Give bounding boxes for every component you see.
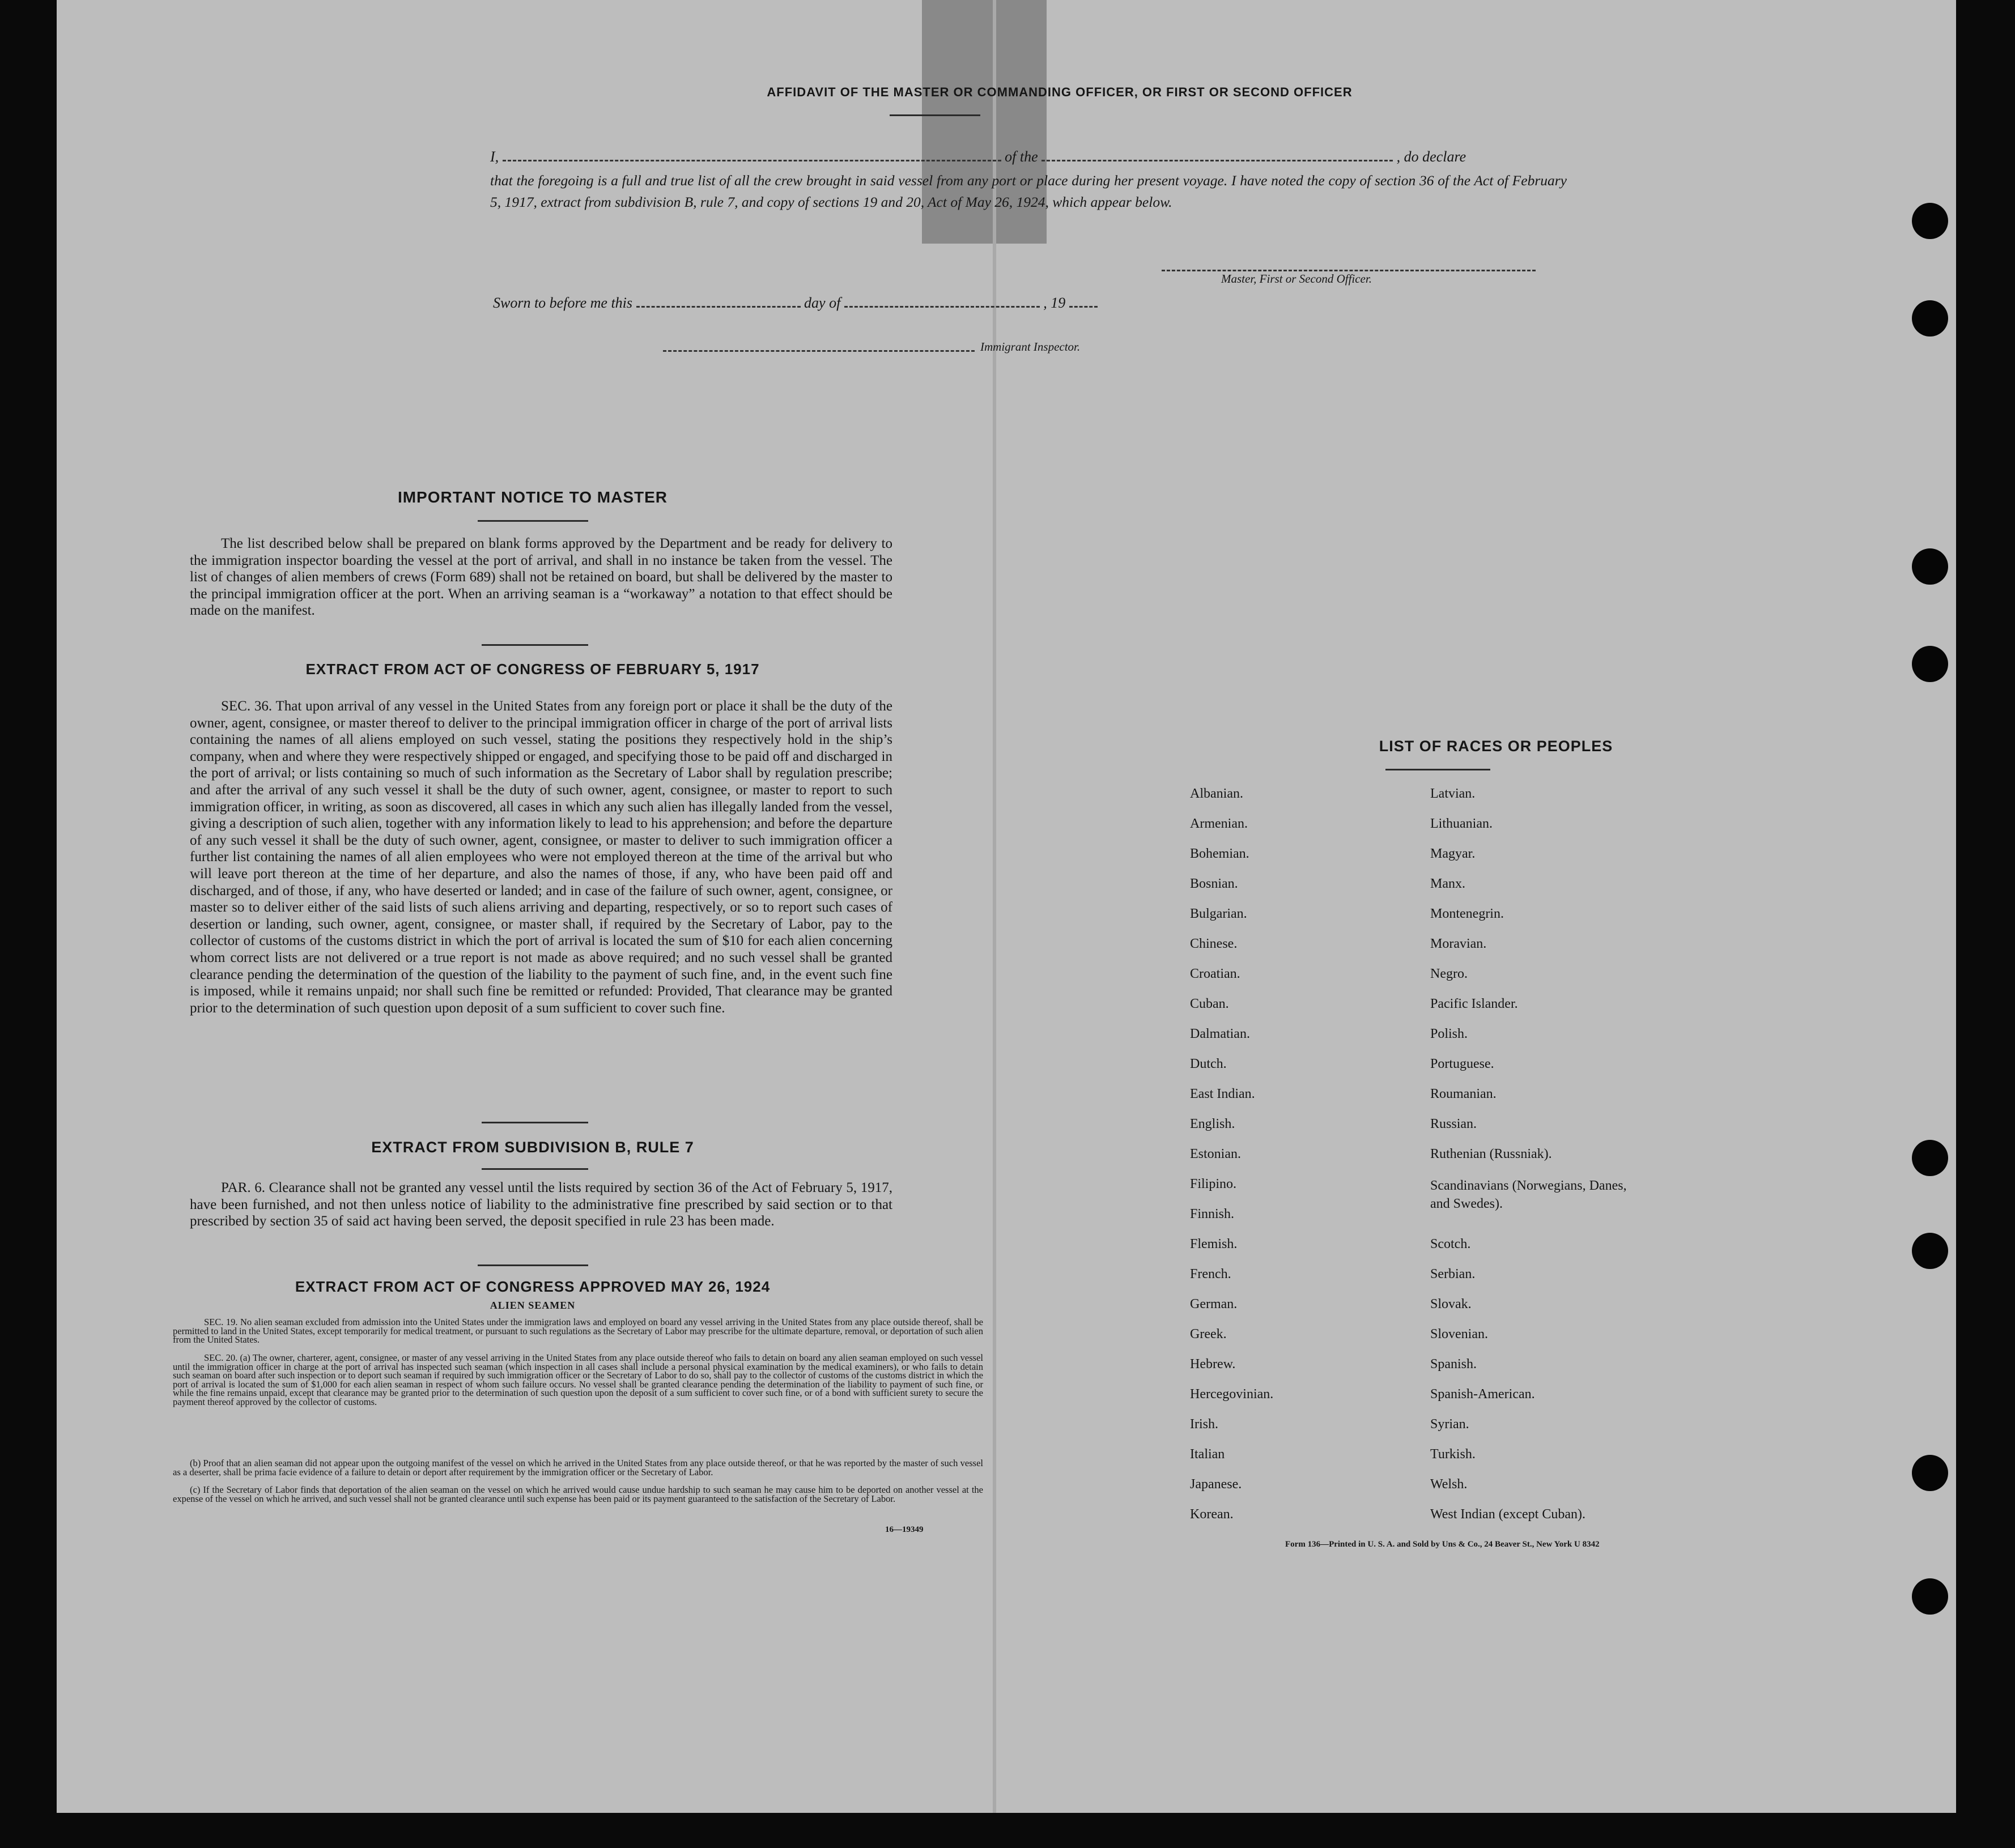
race-item: Finnish. [1190, 1207, 1235, 1221]
race-item: Armenian. [1190, 816, 1248, 831]
race-item: Negro. [1430, 966, 1468, 981]
punch-hole [1912, 548, 1948, 585]
divider [482, 644, 588, 646]
punch-hole [1912, 1233, 1948, 1269]
race-item: Cuban. [1190, 997, 1229, 1011]
race-item: Dalmatian. [1190, 1027, 1250, 1041]
race-item: Latvian. [1430, 786, 1476, 801]
punch-hole [1912, 646, 1948, 682]
race-item: Estonian. [1190, 1147, 1241, 1161]
extract-1917-text: SEC. 36. That upon arrival of any vessel in the United States from any foreign port or place it shall be the duty of the owner, agent, consignee, or master thereof to deliver to the principal immigration officer in charge of the port of arrival lists containing the names of all aliens employed on such vessel, stating the positions they respectively hold in the ship’s company, when and where they were respectively shipped or engaged, and specifying those to be paid off and discharged in the port of arrival; or lists containing so much of such information as the Secretary of Labor shall by regulation prescribe; and after the arrival of any such vessel it shall be the duty of such owner, agent, consignee, or master to report to such immigration officer, in writing, as soon as discovered, all cases in which any such alien has illegally landed from the vessel, giving a description of such alien, together with any information likely to lead to his apprehension; and before the departure of any such vessel it shall be the duty of such owner, agent, consignee, or master to deliver to such immigration officer a further list containing the names of all alien employees who were not employed thereon at the time of the arrival but who will leave port thereon at the time of her departure, and also the names of those, if any, who have been paid off and discharged, and of those, if any, who have deserted or landed; and in case of the failure of such owner, agent, consignee, or master so to deliver either of the said lists of such aliens arriving and departing, respectively, or so to report such cases of desertion or landing, such owner, agent, consignee, or master shall, if required by the Secretary of Labor, pay to the collector of customs of the customs district in which the port of arrival is located the sum of $10 for each alien concerning whom correct lists are not delivered or a true report is not made as above required; and no such vessel shall be granted clearance pending the determination of the question of the liability to the payment of such fine, and, in the event such fine is imposed, while it remains unpaid; nor shall such fine be remitted or refunded: Provided, That clearance may be granted prior to the determination of such question upon deposit of a sum sufficient to cover such fine. [190, 699, 892, 1016]
race-item: Albanian. [1190, 786, 1243, 801]
race-item: Montenegrin. [1430, 906, 1504, 921]
race-item: Bosnian. [1190, 876, 1238, 891]
vessel-name-field[interactable] [1041, 160, 1393, 161]
sec20c-text: (c) If the Secretary of Labor finds that deportation of the alien seaman on the vessel on which he arrived would cause undue hardship to such seaman he may cause him to be deported on another vessel at the expense of the vessel on which he arrived, and such vessel shall not be granted clearance until such expense has been paid or its payment guaranteed to the satisfaction of the Secretary of Labor. [173, 1484, 983, 1504]
race-item: Hebrew. [1190, 1357, 1236, 1372]
race-item: Serbian. [1430, 1267, 1476, 1281]
race-item: German. [1190, 1297, 1238, 1312]
sworn-label: Sworn to before me this [493, 295, 633, 311]
race-item: Irish. [1190, 1417, 1218, 1432]
race-item: Korean. [1190, 1507, 1234, 1522]
race-item: Croatian. [1190, 966, 1240, 981]
race-item: Spanish-American. [1430, 1387, 1535, 1402]
race-item: French. [1190, 1267, 1231, 1281]
declare-label: , do declare [1396, 148, 1466, 165]
race-item: Polish. [1430, 1027, 1468, 1041]
day-of-label: day of [804, 295, 841, 311]
race-item: Welsh. [1430, 1477, 1468, 1492]
race-item: Russian. [1430, 1117, 1477, 1131]
sec19-text: SEC. 19. No alien seaman excluded from admission into the United States under the immigration laws and employed on board any vessel arriving in the United States from any place outside thereof, shall be permitted to land in the United States, except temporarily for medical treatment, or pursuant to such regulations as the Secretary of Labor may prescribe for the ultimate departure, removal, or deportation of such alien from the United States. [173, 1317, 983, 1345]
declaration-line [490, 148, 1567, 165]
race-item: English. [1190, 1117, 1235, 1131]
alien-seamen-subtitle: ALIEN SEAMEN [490, 1300, 576, 1311]
race-item: Hercegovinian. [1190, 1387, 1274, 1402]
race-item: Roumanian. [1430, 1087, 1497, 1101]
race-item: Spanish. [1430, 1357, 1477, 1372]
race-item: Bulgarian. [1190, 906, 1247, 921]
divider [478, 1264, 588, 1266]
race-item: Pacific Islander. [1430, 997, 1518, 1011]
declarant-label: I, [490, 148, 499, 165]
race-item: Slovenian. [1430, 1327, 1488, 1342]
race-item: Portuguese. [1430, 1057, 1494, 1071]
race-item: Dutch. [1190, 1057, 1227, 1071]
printer-footer: Form 136—Printed in U. S. A. and Sold by Uns & Co., 24 Beaver St., New York U 8342 [1285, 1540, 1600, 1549]
punch-hole [1912, 300, 1948, 337]
extract-1924-title: EXTRACT FROM ACT OF CONGRESS APPROVED MAY 26, 1924 [295, 1278, 771, 1295]
divider [1385, 769, 1490, 770]
race-item: Syrian. [1430, 1417, 1469, 1432]
race-item: Magyar. [1430, 846, 1476, 861]
race-item: Flemish. [1190, 1237, 1238, 1251]
race-item: Lithuanian. [1430, 816, 1493, 831]
divider [890, 114, 980, 116]
extract-1917-title: EXTRACT FROM ACT OF CONGRESS OF FEBRUARY 5, 1917 [305, 661, 760, 678]
divider [478, 520, 588, 522]
notice-title: IMPORTANT NOTICE TO MASTER [397, 488, 668, 506]
race-item: Slovak. [1430, 1297, 1472, 1312]
punch-hole [1912, 203, 1948, 239]
race-item: Scandinavians (Norwegians, Danes, and Swedes). [1430, 1178, 1627, 1211]
race-item: Manx. [1430, 876, 1465, 891]
punch-hole [1912, 1455, 1948, 1491]
race-item: Ruthenian (Russniak). [1430, 1147, 1552, 1161]
race-item: Scotch. [1430, 1237, 1471, 1251]
page-fold [993, 0, 996, 1813]
notice-text: The list described below shall be prepared on blank forms approved by the Department and be ready for delivery to the immigration inspector boarding the vessel at the port of arrival, and shall in no instance be taken from the vessel. The list of changes of alien members of crews (Form 689) shall not be retained on board, but shall be delivered by the master to the principal immigration officer at the port. When an arriving seaman is a “workaway” a notation to that effect should be made on the manifest. [190, 536, 892, 619]
race-item: West Indian (except Cuban). [1430, 1507, 1585, 1522]
sworn-line [493, 295, 1343, 312]
sworn-day-field[interactable] [636, 306, 801, 308]
divider [482, 1122, 588, 1123]
rule7-title: EXTRACT FROM SUBDIVISION B, RULE 7 [371, 1139, 694, 1156]
divider [482, 1168, 588, 1170]
races-title: LIST OF RACES OR PEOPLES [1379, 738, 1613, 755]
sworn-month-field[interactable] [844, 306, 1040, 308]
race-item: Moravian. [1430, 936, 1487, 951]
race-item: Turkish. [1430, 1447, 1476, 1462]
inspector-signature-label: Immigrant Inspector. [980, 340, 1081, 354]
master-signature-label: Master, First or Second Officer. [1221, 272, 1372, 286]
sec20b-text: (b) Proof that an alien seaman did not appear upon the outgoing manifest of the vessel on which he arrived in the United States from any place outside thereof, or that he was reported by the master of such vessel as a deserter, shall be prima facie evidence of a failure to detain or deport after requirement by the immigration officer or the Secretary of Labor. [173, 1458, 983, 1477]
race-item: Bohemian. [1190, 846, 1249, 861]
punch-hole [1912, 1578, 1948, 1615]
document-page [57, 0, 1956, 1813]
race-item: Italian [1190, 1447, 1225, 1462]
year-label: , 19 [1043, 295, 1066, 311]
race-item: Japanese. [1190, 1477, 1242, 1492]
vessel-label: of the [1005, 148, 1038, 165]
affidavit-body: that the foregoing is a full and true list of all the crew brought in said vessel from any port or place during her present voyage. I have noted the copy of section 36 of the Act of February 5, 1917, extract from subdivision B, rule 7, and copy of sections 19 and 20, Act of May 26, 1924, which appear below. [490, 172, 1567, 210]
race-item: Filipino. [1190, 1177, 1237, 1191]
declarant-name-field[interactable] [503, 160, 1001, 161]
sec20a-text: SEC. 20. (a) The owner, charterer, agent, consignee, or master of any vessel arriving in the United States from any place outside thereof who fails to detain on board any alien seaman employed on such vessel until the immigration officer in charge at the port of arrival has inspected such seaman (which inspection in all cases shall include a personal physical examination by the medical examiners), or who fails to detain such seaman on board after such inspection or to deport such seaman if required by such immigration officer or the Secretary of Labor to do so, shall pay to the collector of customs of the customs district in which the port of arrival is located the sum of $1,000 for each alien seaman in respect of whom such failure occurs. No vessel shall be granted clearance pending the determination of the liability to payment of such fine, or while the fine remains unpaid, except that clearance may be granted prior to the determination of such question upon the deposit of a sum sufficient to cover such fine, or of a bond with sufficient surety to secure the payment thereof approved by the collector of customs. [173, 1352, 983, 1407]
affidavit-title: AFFIDAVIT OF THE MASTER OR COMMANDING OFFICER, OR FIRST OR SECOND OFFICER [767, 85, 1353, 99]
master-signature-line[interactable] [1162, 270, 1536, 271]
race-item: Chinese. [1190, 936, 1238, 951]
rule7-text: PAR. 6. Clearance shall not be granted any vessel until the lists required by section 36 of the Act of February 5, 1917, have been furnished, and not then unless notice of liability to the administrative fine prescribed by said section or to that prescribed by section 35 of said act having been served, the deposit specified in rule 23 has been made. [190, 1180, 892, 1229]
form-code: 16—19349 [885, 1525, 924, 1534]
race-item: Greek. [1190, 1327, 1227, 1342]
inspector-signature-line[interactable] [663, 350, 975, 352]
sworn-year-field[interactable] [1069, 306, 1098, 308]
race-item: East Indian. [1190, 1087, 1255, 1101]
punch-hole [1912, 1140, 1948, 1176]
